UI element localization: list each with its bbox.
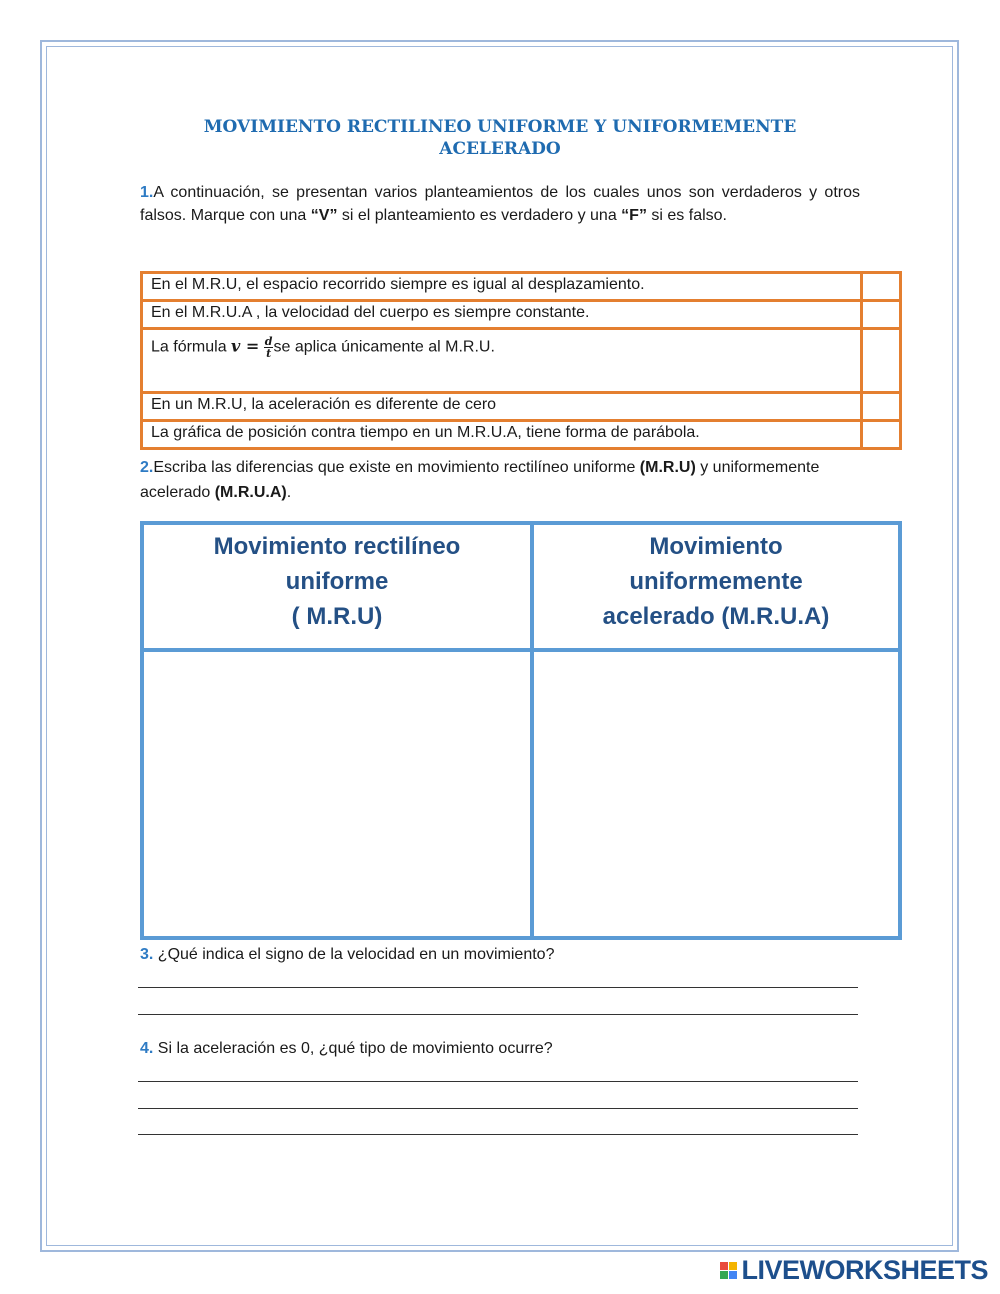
mrua-header-line-3: acelerado (M.R.U.A) (602, 603, 830, 630)
question-3-text: ¿Qué indica el signo de la velocidad en un movimiento? (153, 946, 555, 963)
question-1-number: 1. (140, 184, 154, 201)
true-label: “V” (310, 207, 338, 224)
comparison-table (140, 521, 902, 940)
mrua-answer-cell[interactable] (532, 650, 900, 938)
question-2-bold-a: (M.R.U) (639, 459, 696, 476)
statement-row (142, 393, 901, 421)
formula-denominator: t (266, 347, 272, 360)
answer-box-1[interactable] (862, 273, 901, 301)
answer-line-q3-2[interactable] (138, 1014, 858, 1015)
answer-line-q3-1[interactable] (138, 987, 858, 988)
answer-line-q4-3[interactable] (138, 1134, 858, 1135)
formula-numerator: d (264, 335, 273, 348)
question-1-text-c: si es falso. (646, 207, 727, 224)
question-4 (140, 1037, 860, 1060)
statement-row (142, 301, 901, 329)
mrua-header (532, 523, 900, 650)
title-line-1: MOVIMIENTO RECTILINEO UNIFORME Y UNIFORMEMENTE (203, 117, 797, 137)
question-3-number: 3. (140, 946, 154, 963)
brand-name: LIVEWORKSHEETS (741, 1254, 988, 1285)
answer-box-4[interactable] (862, 393, 901, 421)
mrua-header-line-1: Movimiento (649, 533, 783, 560)
question-2 (140, 455, 860, 505)
question-2-text-a: Escriba las diferencias que existe en movimiento rectilíneo uniforme (153, 459, 640, 476)
statement-text: En un M.R.U, la aceleración es diferente de cero (142, 393, 862, 421)
answer-box-2[interactable] (862, 301, 901, 329)
answer-box-3[interactable] (862, 329, 901, 393)
statement-text: En el M.R.U.A , la velocidad del cuerpo es siempre constante. (142, 301, 862, 329)
statement-row (142, 273, 901, 301)
answer-box-5[interactable] (862, 421, 901, 449)
mru-header-line-2: uniforme (285, 568, 389, 595)
true-false-table (140, 271, 902, 450)
worksheet-title (140, 116, 860, 160)
comparison-header-row (142, 523, 900, 650)
formula-lhs: v = (231, 336, 260, 356)
comparison-answer-row (142, 650, 900, 938)
logo-squares-icon (720, 1262, 737, 1279)
mru-header (142, 523, 532, 650)
question-4-text: Si la aceleración es 0, ¿qué tipo de movimiento ocurre? (153, 1040, 553, 1057)
question-1-text-b: si el planteamiento es verdadero y una (337, 207, 622, 224)
question-2-number: 2. (140, 459, 154, 476)
statement-text: La gráfica de posición contra tiempo en un M.R.U.A, tiene forma de parábola. (142, 421, 862, 449)
mru-header-line-1: Movimiento rectilíneo (213, 533, 461, 560)
statement-formula (142, 329, 862, 393)
statement-row (142, 329, 901, 393)
statement-text: En el M.R.U, el espacio recorrido siempre es igual al desplazamiento. (142, 273, 862, 301)
answer-line-q4-2[interactable] (138, 1108, 858, 1109)
question-2-text-b: y uniformemente acelerado (140, 459, 820, 501)
statement-text: La fórmula (151, 338, 227, 356)
mru-answer-cell[interactable] (142, 650, 532, 938)
question-2-bold-b: (M.R.U.A) (214, 484, 287, 501)
question-4-number: 4. (140, 1040, 154, 1057)
answer-line-q4-1[interactable] (138, 1081, 858, 1082)
liveworksheets-logo (720, 1255, 988, 1285)
question-1-text-a: A continuación, se presentan varios planteamientos de los cuales unos son verdaderos y otros falsos. Marque con una (140, 184, 860, 224)
title-line-2: ACELERADO (439, 139, 561, 159)
question-1 (140, 181, 860, 227)
question-2-text-c: . (286, 484, 292, 501)
question-3 (140, 943, 860, 966)
statement-row (142, 421, 901, 449)
mru-header-line-3: ( M.R.U) (291, 603, 383, 630)
false-label: “F” (621, 207, 647, 224)
formula-rest: se aplica únicamente al M.R.U. (273, 338, 495, 356)
mrua-header-line-2: uniformemente (629, 568, 803, 595)
